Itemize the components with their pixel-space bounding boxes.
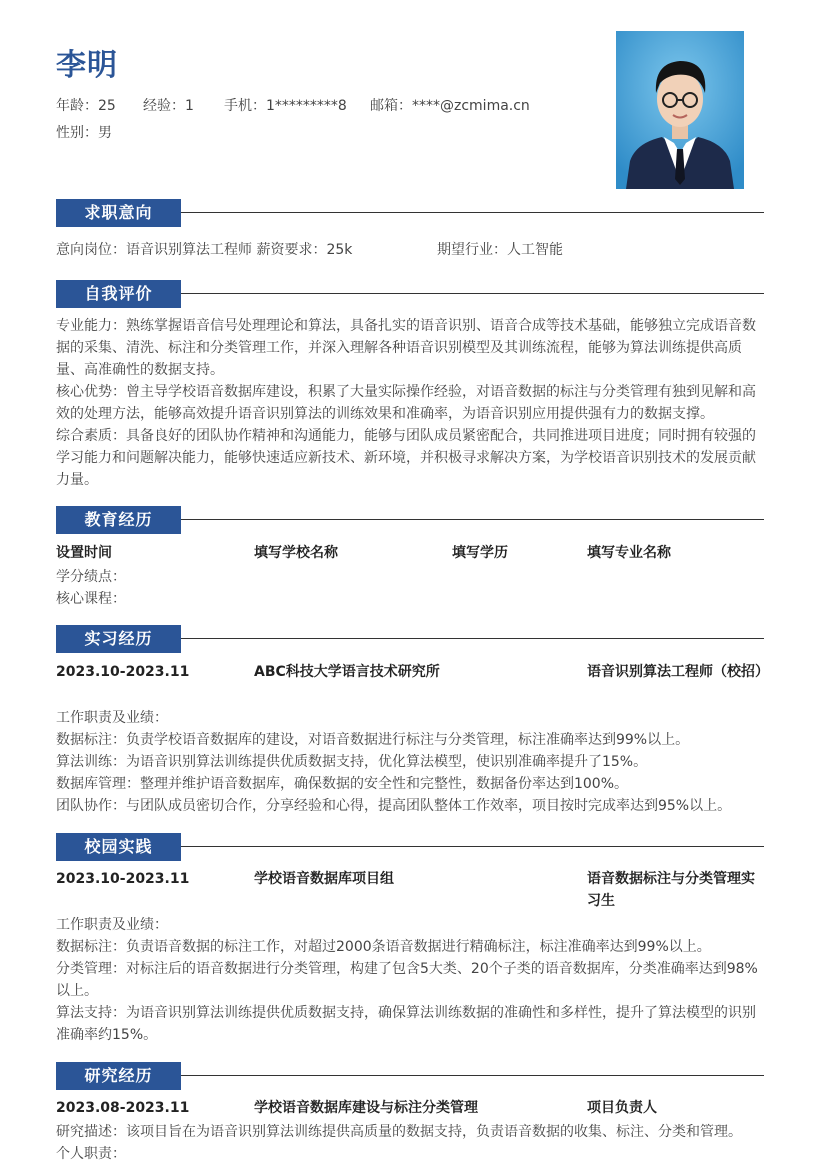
divider xyxy=(181,846,764,847)
phone-text: 手机：1*********8 xyxy=(224,98,347,114)
section-title: 自我评价 xyxy=(56,280,181,308)
section-title: 实习经历 xyxy=(56,625,181,653)
section-title: 研究经历 xyxy=(56,1062,181,1090)
section-internship xyxy=(56,625,764,653)
divider xyxy=(181,212,764,213)
duties-title: 工作职责及业绩： xyxy=(56,710,168,726)
campus-time: 2023.10-2023.11 xyxy=(56,871,190,887)
section-self-eval xyxy=(56,280,764,308)
research-row xyxy=(56,1097,764,1119)
education-major: 填写专业名称 xyxy=(587,545,671,561)
intent-industry: 期望行业：人工智能 xyxy=(437,242,563,258)
self-eval-item: 综合素质：具备良好的团队协作精神和沟通能力，能够与团队成员紧密配合，共同推进项目进度；同时拥有较强的学习能力和问题解决能力，能够快速适应新技术、新环境，并积极寻求解决方案，为学校语音识别技术的发展贡献力量。 xyxy=(56,428,756,488)
portrait-photo xyxy=(616,31,744,189)
section-research xyxy=(56,1062,764,1090)
education-time: 设置时间 xyxy=(56,545,112,561)
research-project: 学校语音数据库建设与标注分类管理 xyxy=(254,1100,478,1116)
education-gpa: 学分绩点： xyxy=(56,569,126,585)
basic-info-row xyxy=(56,95,530,115)
duty-item: 算法训练：为语音识别算法训练提供优质数据支持，优化算法模型，使识别准确率提升了15%。 xyxy=(56,754,648,770)
internship-time: 2023.10-2023.11 xyxy=(56,664,190,680)
duties-title: 工作职责及业绩： xyxy=(56,917,168,933)
duty-item: 团队协作：与团队成员密切合作，分享经验和心得，提高团队整体工作效率，项目按时完成率达到95%以上。 xyxy=(56,798,732,814)
research-role: 项目负责人 xyxy=(587,1100,657,1116)
duty-item: 数据标注：负责语音数据的标注工作，对超过2000条语音数据进行精确标注，标注准确率达到99%以上。 xyxy=(56,939,711,955)
section-title: 校园实践 xyxy=(56,833,181,861)
education-courses: 核心课程： xyxy=(56,591,126,607)
divider xyxy=(181,1075,764,1076)
age-text: 年龄：25 xyxy=(56,98,116,114)
research-time: 2023.08-2023.11 xyxy=(56,1100,190,1116)
self-eval-item: 专业能力：熟练掌握语音信号处理理论和算法，具备扎实的语音识别、语音合成等技术基础，能够独立完成语音数据的采集、清洗、标注和分类管理工作，并深入理解各种语音识别模型及其训练流程，能够为算法训练提供高质量、高准确性的数据支持。 xyxy=(56,318,756,378)
duty-item: 数据库管理：整理并维护语音数据库，确保数据的安全性和完整性，数据备份率达到100%。 xyxy=(56,776,629,792)
self-eval-body xyxy=(56,315,764,491)
duty-item: 分类管理：对标注后的语音数据进行分类管理，构建了包含5大类、20个子类的语音数据库，分类准确率达到98%以上。 xyxy=(56,961,758,999)
internship-role: 语音识别算法工程师（校招） xyxy=(587,664,769,680)
campus-duties xyxy=(56,914,764,1046)
internship-row xyxy=(56,661,769,705)
section-intent xyxy=(56,199,764,227)
campus-row xyxy=(56,868,764,912)
section-title: 求职意向 xyxy=(56,199,181,227)
internship-duties xyxy=(56,707,764,817)
research-body xyxy=(56,1121,764,1160)
research-duty: 个人职责： xyxy=(56,1146,126,1160)
intent-position: 意向岗位：语音识别算法工程师 xyxy=(56,242,252,258)
education-school: 填写学校名称 xyxy=(254,545,338,561)
divider xyxy=(181,519,764,520)
candidate-name: 李明 xyxy=(56,48,118,83)
research-desc: 研究描述：该项目旨在为语音识别算法训练提供高质量的数据支持，负责语音数据的收集、标注、分类和管理。 xyxy=(56,1124,742,1140)
divider xyxy=(181,293,764,294)
internship-org: ABC科技大学语言技术研究所 xyxy=(254,664,440,680)
duty-item: 数据标注：负责学校语音数据库的建设，对语音数据进行标注与分类管理，标注准确率达到99%以上。 xyxy=(56,732,690,748)
campus-org: 学校语音数据库项目组 xyxy=(254,871,394,887)
intent-row xyxy=(56,239,764,261)
education-row xyxy=(56,542,764,564)
experience-text: 经验：1 xyxy=(143,98,194,114)
duty-item: 算法支持：为语音识别算法训练提供优质数据支持，确保算法训练数据的准确性和多样性，提升了算法模型的识别准确率约15%。 xyxy=(56,1005,756,1043)
section-campus xyxy=(56,833,764,861)
self-eval-item: 核心优势：曾主导学校语音数据库建设，积累了大量实际操作经验，对语音数据的标注与分类管理有独到见解和高效的处理方法，能够高效提升语音识别算法的训练效果和准确率，为语音识别应用提供强有力的数据支撑。 xyxy=(56,384,756,422)
divider xyxy=(181,638,764,639)
gender-text: 性别：男 xyxy=(56,125,112,141)
email-text: 邮箱：****@zcmima.cn xyxy=(370,98,530,114)
campus-role: 语音数据标注与分类管理实习生 xyxy=(587,871,755,909)
section-title: 教育经历 xyxy=(56,506,181,534)
intent-salary: 薪资要求：25k xyxy=(256,242,353,258)
education-degree: 填写学历 xyxy=(452,545,508,561)
section-education xyxy=(56,506,764,534)
